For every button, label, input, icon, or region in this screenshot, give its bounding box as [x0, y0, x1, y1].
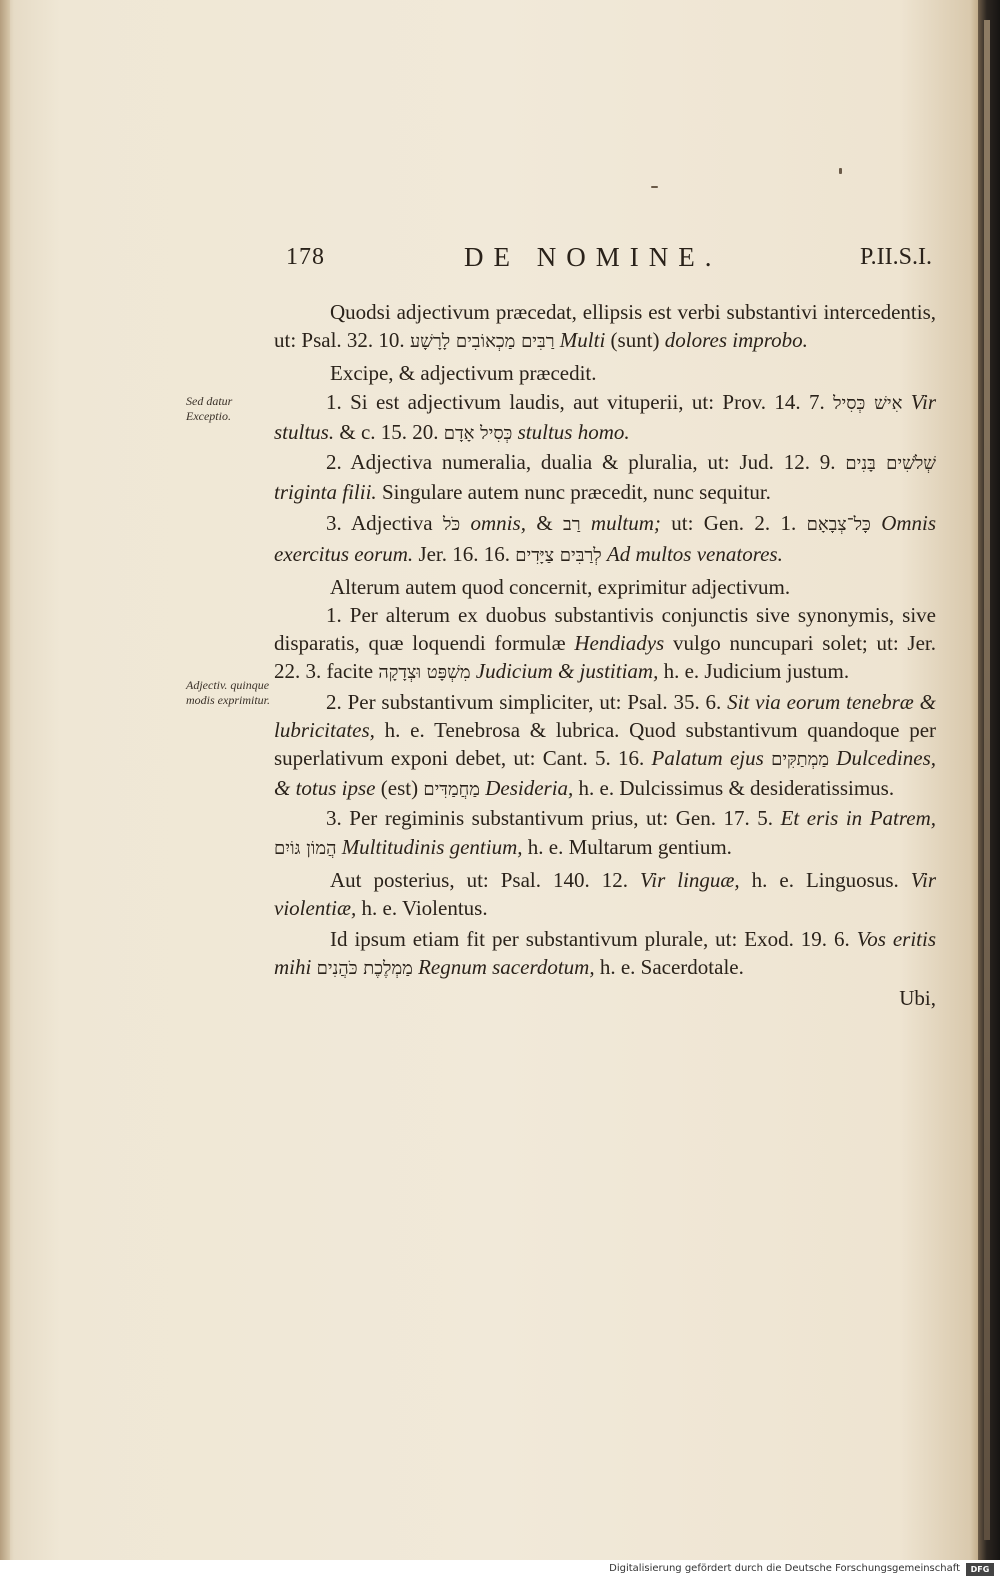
catchword: Ubi,	[899, 985, 936, 1010]
paragraph: 3. Per regiminis substantivum prius, ut: Gen. 17. 5. Et eris in Patrem, הֲמוֹן גּוֹיִם Multitudinis gentium, h. e. Multarum gentium.	[274, 806, 936, 859]
paragraph: Excipe, & adjectivum præcedit.	[330, 361, 597, 386]
hebrew-text: כֹּל	[442, 514, 461, 536]
hebrew-text: הֲמוֹן גּוֹיִם	[274, 837, 337, 859]
hebrew-text: מַמְתַקִּים	[771, 749, 829, 771]
section-marker: P.II.S.I.	[859, 244, 932, 270]
paragraph: Alterum autem quod concernit, exprimitur adjectivum.	[330, 574, 791, 599]
paragraph: 1. Si est adjectivum laudis, aut vituperii, ut: Prov. 14. 7. אִישׁ כְּסִיל Vir stultus. & c. 15. 20. כְּסִיל אָדָם stultus homo.	[274, 389, 937, 444]
main-text	[274, 298, 936, 1012]
paragraph: Aut posterius, ut: Psal. 140. 12. Vir linguæ, h. e. Linguosus. Vir violentiæ, h. e. Violentus.	[274, 867, 937, 921]
footer-bar	[0, 1560, 1000, 1580]
hebrew-text: רַבִּים מַכְאוֹבִים לָרָשָׁע	[409, 331, 555, 353]
paragraph: 1. Per alterum ex duobus substantivis conjunctis sive synonymis, sive disparatis, quæ loquendi formulæ Hendiadys vulgo nuncupari solet; ut: Jer. 22. 3. facite מִשְׁפָּט וּצְדָקָה Judicium & justitiam, h. e. Judicium justum.	[274, 603, 937, 684]
paragraph: 3. Adjectiva כֹּל omnis, & רַב multum; ut: Gen. 2. 1. כָּל־צְבָאָם Omnis exercitus eorum. Jer. 16. 16. לְרַבִּים צַיָּדִים Ad multos venatores.	[274, 511, 937, 566]
margin-note-adjectiv: Adjectiv. quinque modis exprimitur.	[186, 678, 270, 707]
hebrew-text: אִישׁ כְּסִיל	[833, 392, 903, 414]
footer-credit: Digitalisierung gefördert durch die Deutsche Forschungsgemeinschaft	[609, 1563, 960, 1574]
hebrew-text: מִשְׁפָּט וּצְדָקָה	[378, 662, 471, 684]
hebrew-text: מַמְלֶכֶת כֹּהֲנִים	[316, 958, 413, 980]
hebrew-text: כְּסִיל אָדָם	[443, 422, 513, 444]
paragraph: Quodsi adjectivum præcedat, ellipsis est verbi substantivi intercedentis, ut: Psal. 32. 10. רַבִּים מַכְאוֹבִים לָרָשָׁע Multi (sunt) dolores improbo.	[274, 300, 936, 353]
running-title: DE NOMINE.	[464, 242, 722, 272]
ink-speck	[839, 168, 842, 174]
running-head	[286, 242, 938, 282]
hebrew-text: לְרַבִּים צַיָּדִים	[515, 544, 602, 566]
ink-speck	[651, 186, 658, 188]
page-number: 178	[286, 244, 325, 270]
paragraph: 2. Adjectiva numeralia, dualia & pluralia, ut: Jud. 12. 9. שְׁלֹשִׁים בָּנִים triginta filii. Singulare autem nunc præcedit, nunc sequitur.	[274, 450, 937, 505]
page-gutter	[0, 0, 10, 1560]
hebrew-text: רַב	[563, 514, 581, 536]
dfg-logo: DFG	[966, 1563, 994, 1576]
hebrew-text: שְׁלֹשִׁים בָּנִים	[845, 453, 937, 475]
margin-note-exceptio: Sed datur Exceptio.	[186, 394, 233, 423]
paragraph: 2. Per substantivum simpliciter, ut: Psal. 35. 6. Sit via eorum tenebræ & lubricitates, h. e. Tenebrosa & lubrica. Quod substantivum quandoque per superlativum exponi debet, ut: Cant. 5. 16. Palatum ejus מַמְתַקִּים Dulcedines, & totus ipse (est) מַחֲמַדִּים Desideria, h. e. Dulcissimus & desideratissimus.	[274, 689, 937, 801]
hebrew-text: כָּל־צְבָאָם	[806, 514, 871, 536]
paragraph: Id ipsum etiam fit per substantivum plurale, ut: Exod. 19. 6. Vos eritis mihi מַמְלֶכֶת כֹּהֲנִים Regnum sacerdotum, h. e. Sacerdotale.	[274, 927, 937, 980]
page-edge-strip	[984, 20, 990, 1540]
hebrew-text: מַחֲמַדִּים	[423, 779, 480, 801]
